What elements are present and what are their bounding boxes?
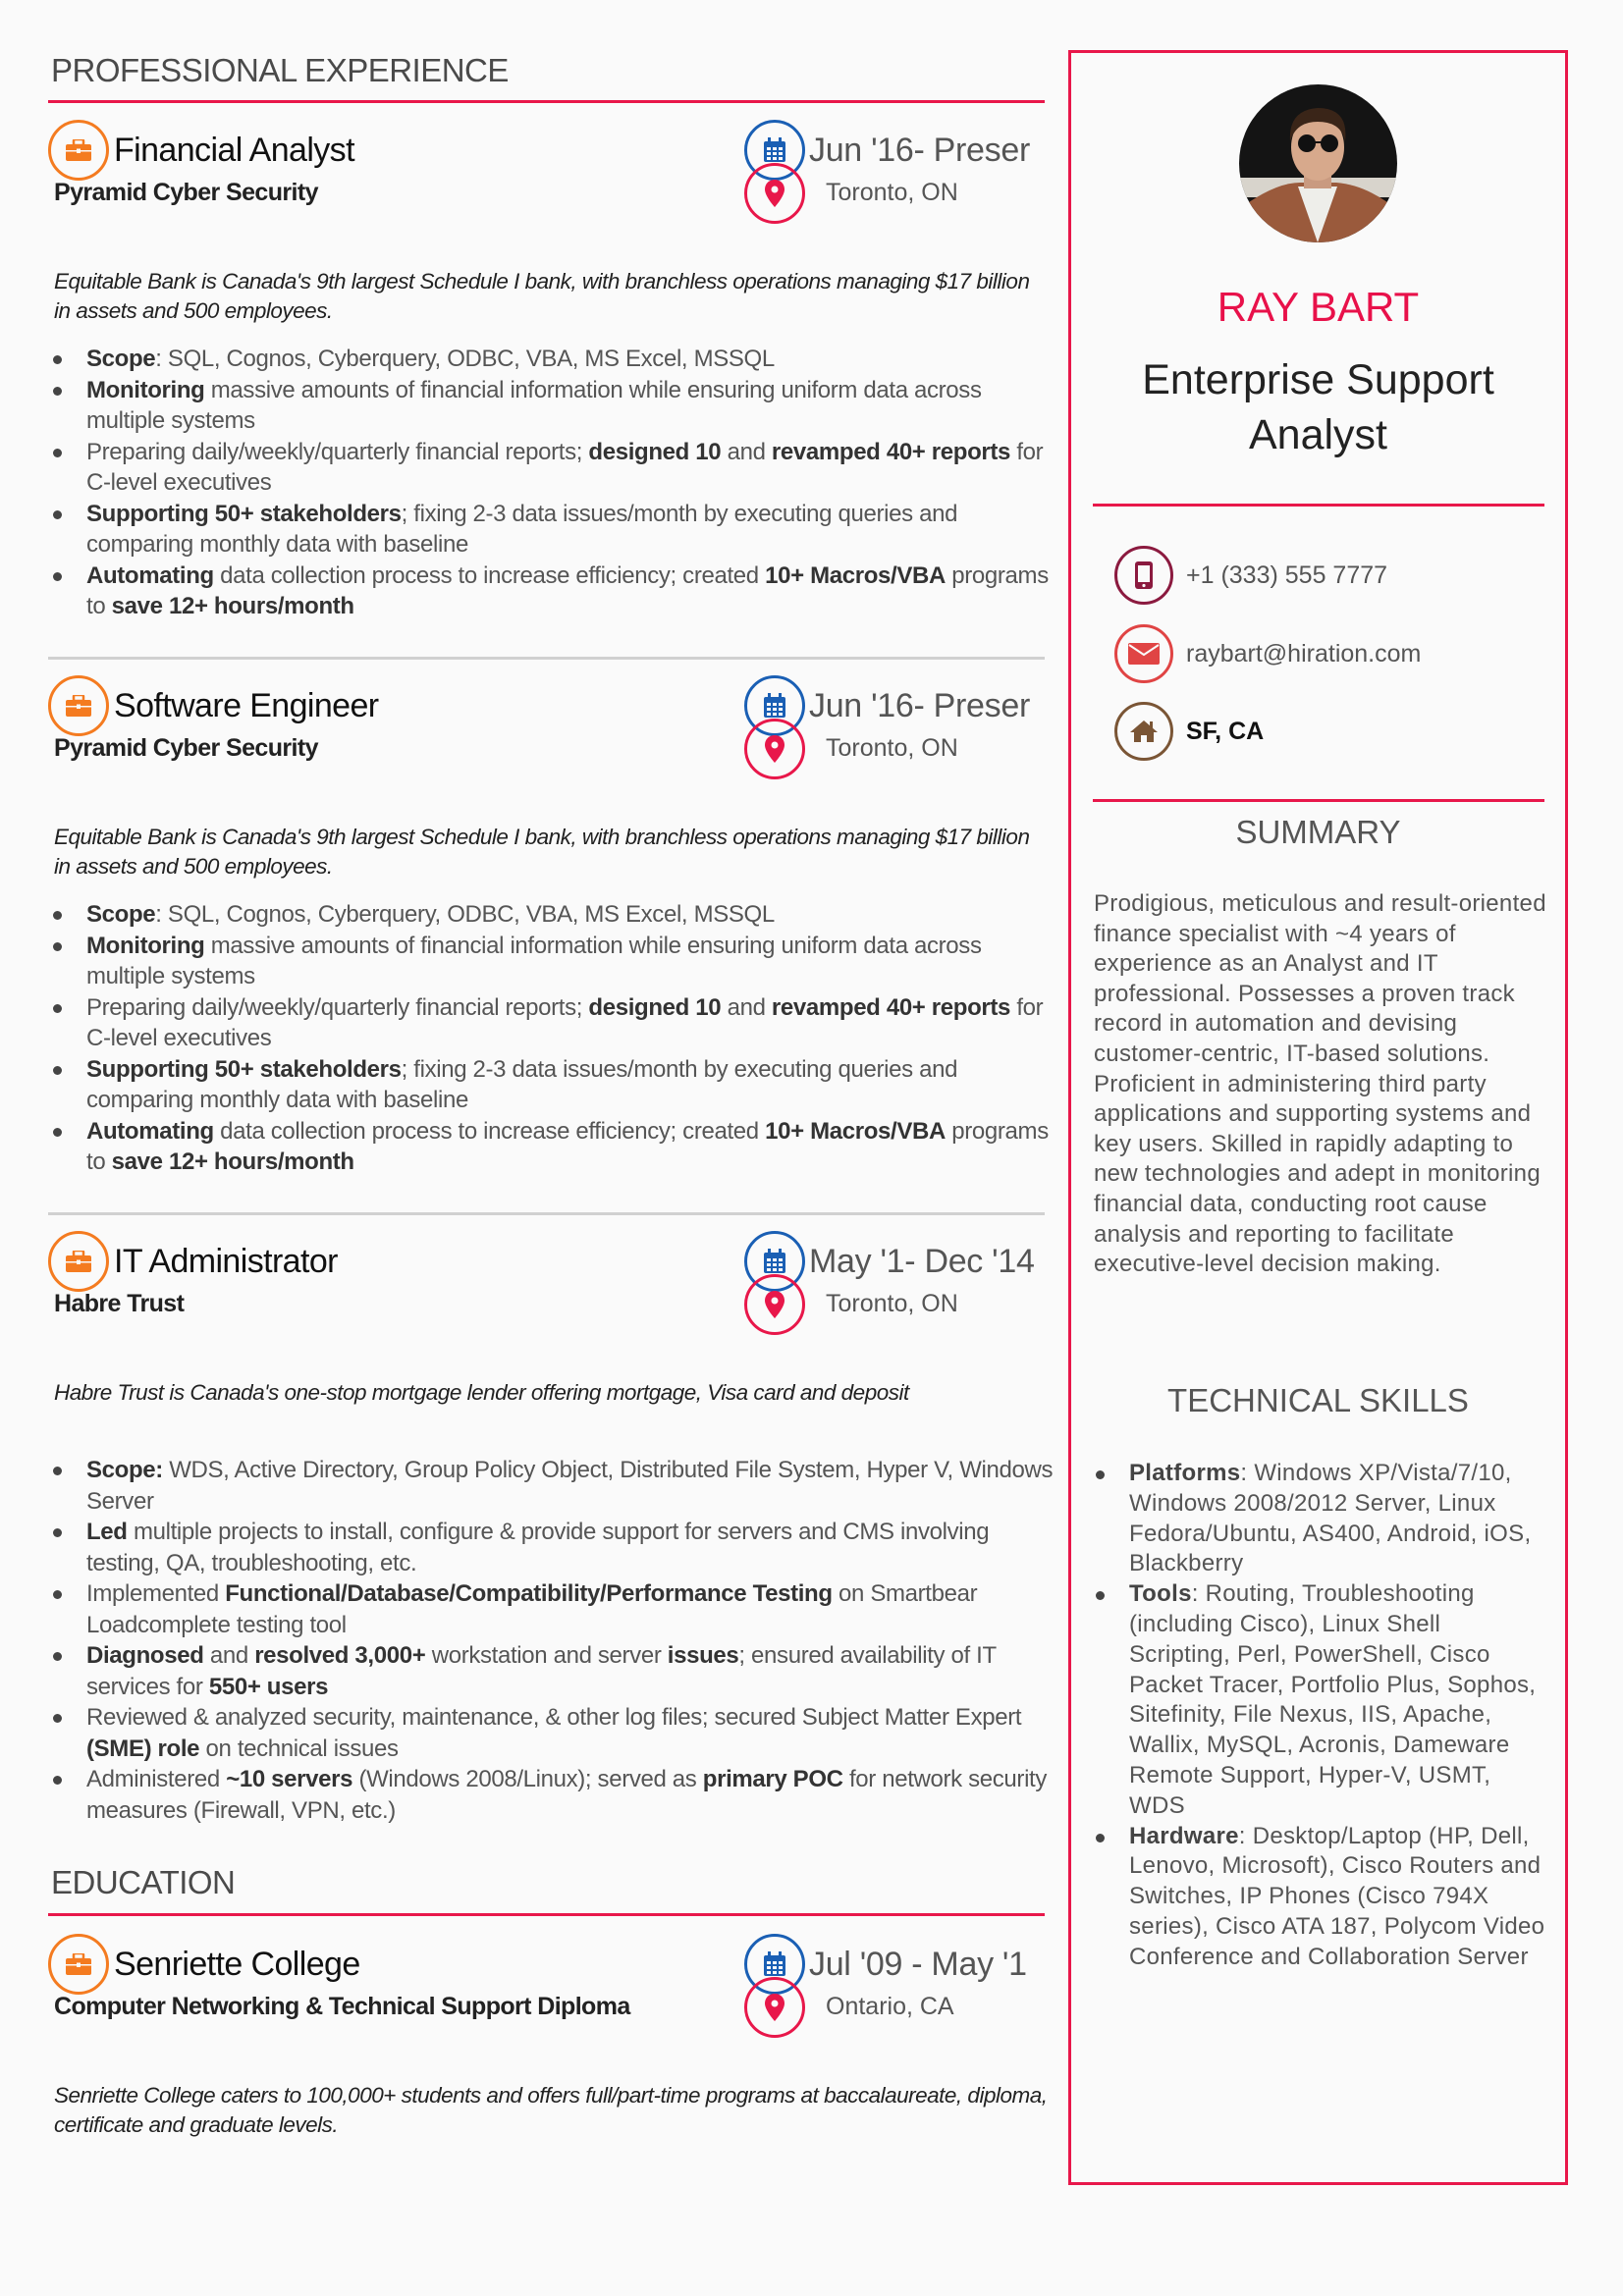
text: data collection process to increase efficiency; created: [213, 561, 766, 589]
bold-text: revamped 40+ reports: [771, 438, 1011, 465]
bold-text: Automating: [86, 1117, 214, 1145]
entry-organization: Computer Networking & Technical Support Diploma: [54, 1993, 630, 2020]
text: and: [721, 438, 772, 465]
location-pin-icon: [744, 1274, 805, 1335]
phone-icon: [1114, 546, 1173, 605]
text: WDS, Active Directory, Group Policy Object, Distributed File System, Hyper V, Windows Server: [86, 1457, 1054, 1515]
entry-description: Senriette College caters to 100,000+ students and offers full/part-time programs at baccalaureate, diploma, certificate and graduate levels.: [54, 2083, 1048, 2137]
text: for C-level executives: [86, 993, 1044, 1051]
phone-number[interactable]: +1 (333) 555 7777: [1186, 561, 1388, 589]
text: multiple projects to install, configure & provide support for servers and CMS involving testing, QA, troubleshooting, etc.: [86, 1519, 990, 1576]
summary-heading: SUMMARY: [1235, 814, 1401, 850]
text: ; ensured availability of IT services for: [86, 1642, 997, 1700]
location-pin-icon: [744, 163, 805, 224]
email-address[interactable]: raybart@hiration.com: [1186, 640, 1422, 667]
bold-text: revamped 40+ reports: [771, 993, 1011, 1021]
entry-description: Equitable Bank is Canada's 9th largest Schedule I bank, with branchless operations managing $17 billion in assets and 500 employees.: [54, 825, 1030, 879]
bold-text: primary POC: [702, 1766, 843, 1792]
address: SF, CA: [1186, 718, 1265, 745]
achievement-item: [48, 1517, 1055, 1578]
section-title-experience: PROFESSIONAL EXPERIENCE: [51, 52, 509, 88]
skill-text: : Windows XP/Vista/7/10, Windows 2008/2012 Server, Linux Fedora/Ubuntu, AS400, Android, iOS, Blackberry: [1129, 1460, 1532, 1577]
text: massive amounts of financial information while ensuring uniform data across multiple systems: [86, 376, 982, 434]
entry-title: Financial Analyst: [114, 132, 354, 169]
bold-text: Scope:: [86, 1457, 163, 1483]
achievement-item: [48, 1702, 1055, 1764]
entry-date: Jun '16- Preser: [809, 687, 1030, 724]
email-icon: [1114, 624, 1173, 683]
achievement-item: [48, 992, 1055, 1054]
bold-text: Supporting 50+ stakeholders: [86, 1055, 402, 1083]
bold-text: Scope: [86, 346, 156, 372]
job-separator: [48, 1212, 1045, 1215]
text: on Smartbear Loadcomplete testing tool: [86, 1580, 978, 1638]
text: programs to: [86, 1117, 1049, 1175]
section-divider: [48, 1913, 1045, 1916]
text: for C-level executives: [86, 438, 1044, 496]
section-divider: [48, 100, 1045, 103]
entry-title: IT Administrator: [114, 1243, 338, 1280]
bold-text: Monitoring: [86, 376, 205, 403]
achievement-item: [48, 931, 1055, 992]
bold-text: 10+ Macros/VBA: [765, 1117, 946, 1145]
entry-title: Software Engineer: [114, 687, 379, 724]
bold-text: 550+ users: [208, 1673, 329, 1700]
text: Reviewed & analyzed security, maintenance, & other log files; secured Subject Matter Expert: [86, 1704, 1022, 1731]
achievement-item: [48, 1455, 1055, 1517]
text: ; fixing 2-3 data issues/month by executing queries and comparing monthly data with baseline: [86, 1055, 958, 1113]
achievement-item: [48, 1116, 1055, 1178]
skills-heading: TECHNICAL SKILLS: [1167, 1382, 1469, 1418]
achievement-item: [48, 375, 1055, 437]
text: on technical issues: [199, 1735, 399, 1762]
achievement-item: [48, 899, 1055, 931]
bold-text: 10+ Macros/VBA: [765, 561, 946, 589]
candidate-name: RAY BART: [1217, 284, 1420, 330]
achievement-item: [48, 437, 1055, 499]
bold-text: Diagnosed: [86, 1642, 204, 1669]
entry-organization: Pyramid Cyber Security: [54, 179, 318, 206]
text: workstation and server: [425, 1642, 668, 1669]
entry-description: Equitable Bank is Canada's 9th largest Schedule I bank, with branchless operations managing $17 billion in assets and 500 employees.: [54, 269, 1030, 323]
bold-text: save 12+ hours/month: [111, 593, 354, 619]
panel-divider: [1093, 799, 1544, 802]
bold-text: Monitoring: [86, 932, 205, 959]
entry-date: Jul '09 - May '1: [809, 1946, 1027, 1983]
bold-text: Led: [86, 1519, 128, 1545]
summary-text: Prodigious, meticulous and result-oriented finance specialist with ~4 years of experience as an Analyst and IT professional. Possesses a proven track record in automation and devising customer-centric, IT-based solutions. Proficient in administering third party applications and supporting systems and key users. Skilled in rapidly adapting to new technologies and adept in monitoring financial data, conducting root cause analysis and reporting to facilitate executive-level decision making.: [1094, 890, 1546, 1278]
text: data collection process to increase efficiency; created: [213, 1117, 766, 1145]
bold-text: (SME) role: [86, 1735, 200, 1762]
location-pin-icon: [744, 719, 805, 779]
bold-text: Scope: [86, 901, 156, 928]
achievement-list: [48, 344, 1055, 622]
skill-item: [1092, 1459, 1548, 1579]
entry-location: Toronto, ON: [826, 734, 958, 762]
achievement-item: [48, 344, 1055, 375]
job-separator: [48, 657, 1045, 660]
skill-label: Platforms: [1129, 1460, 1241, 1486]
achievement-item: [48, 1054, 1055, 1116]
section-title-education: EDUCATION: [51, 1864, 236, 1900]
entry-location: Ontario, CA: [826, 1993, 954, 2020]
achievement-item: [48, 1578, 1055, 1640]
candidate-role: Enterprise Support Analyst: [1142, 356, 1494, 458]
skill-item: [1092, 1579, 1548, 1821]
bold-text: Automating: [86, 561, 214, 589]
achievement-item: [48, 561, 1055, 622]
skill-text: : Desktop/Laptop (HP, Dell, Lenovo, Microsoft), Cisco Routers and Switches, IP Phones (Cisco 794X series), Cisco ATA 187, Polycom Video Conference and Collaboration Server: [1129, 1822, 1545, 1970]
profile-photo: [1239, 84, 1397, 242]
skills-list: [1092, 1459, 1548, 1973]
text: Implemented: [86, 1580, 226, 1607]
skill-label: Hardware: [1129, 1822, 1239, 1849]
bold-text: Supporting 50+ stakeholders: [86, 500, 402, 527]
entry-organization: Pyramid Cyber Security: [54, 734, 318, 762]
achievement-list: [48, 899, 1055, 1178]
panel-divider: [1093, 504, 1544, 507]
achievement-list: [48, 1455, 1055, 1826]
text: massive amounts of financial information while ensuring uniform data across multiple systems: [86, 932, 982, 989]
achievement-item: [48, 499, 1055, 561]
achievement-item: [48, 1764, 1055, 1826]
text: : SQL, Cognos, Cyberquery, ODBC, VBA, MS Excel, MSSQL: [155, 901, 775, 928]
entry-title: Senriette College: [114, 1946, 360, 1983]
bold-text: resolved 3,000+: [254, 1642, 426, 1669]
home-icon: [1114, 702, 1173, 761]
bold-text: ~10 servers: [226, 1766, 353, 1792]
text: Preparing daily/weekly/quarterly financial reports;: [86, 438, 589, 465]
skill-label: Tools: [1129, 1580, 1192, 1608]
location-pin-icon: [744, 1977, 805, 2038]
entry-description: Habre Trust is Canada's one-stop mortgage lender offering mortgage, Visa card and deposit: [54, 1380, 909, 1405]
entry-date: Jun '16- Preser: [809, 132, 1030, 169]
text: (Windows 2008/Linux); served as: [352, 1766, 703, 1792]
briefcase-icon: [48, 675, 109, 736]
text: and: [721, 993, 772, 1021]
text: programs to: [86, 561, 1049, 619]
text: ; fixing 2-3 data issues/month by executing queries and comparing monthly data with baseline: [86, 500, 958, 558]
skill-item: [1092, 1822, 1548, 1973]
entry-date: May '1- Dec '14: [809, 1243, 1035, 1280]
text: and: [203, 1642, 255, 1669]
bold-text: designed 10: [588, 438, 722, 465]
entry-location: Toronto, ON: [826, 1290, 958, 1317]
text: : SQL, Cognos, Cyberquery, ODBC, VBA, MS Excel, MSSQL: [155, 346, 775, 372]
skill-text: : Routing, Troubleshooting (including Cisco), Linux Shell Scripting, Perl, PowerShell, Cisco Packet Tracer, Portfolio Plus, Sophos, Sitefinity, File Nexus, IIS, Apache, Wallix, MySQL, Acronis, Dameware Remote Support, Hyper-V, USMT, WDS: [1129, 1580, 1537, 1819]
text: Administered: [86, 1766, 227, 1792]
bold-text: designed 10: [588, 993, 722, 1021]
achievement-item: [48, 1640, 1055, 1702]
briefcase-icon: [48, 1231, 109, 1292]
text: for network security measures (Firewall, VPN, etc.): [86, 1766, 1048, 1824]
text: Preparing daily/weekly/quarterly financial reports;: [86, 993, 589, 1021]
briefcase-icon: [48, 1934, 109, 1995]
entry-organization: Habre Trust: [54, 1290, 185, 1317]
entry-location: Toronto, ON: [826, 179, 958, 206]
bold-text: Functional/Database/Compatibility/Performance Testing: [225, 1580, 833, 1607]
briefcase-icon: [48, 120, 109, 181]
bold-text: issues: [667, 1642, 739, 1669]
bold-text: save 12+ hours/month: [111, 1148, 354, 1175]
